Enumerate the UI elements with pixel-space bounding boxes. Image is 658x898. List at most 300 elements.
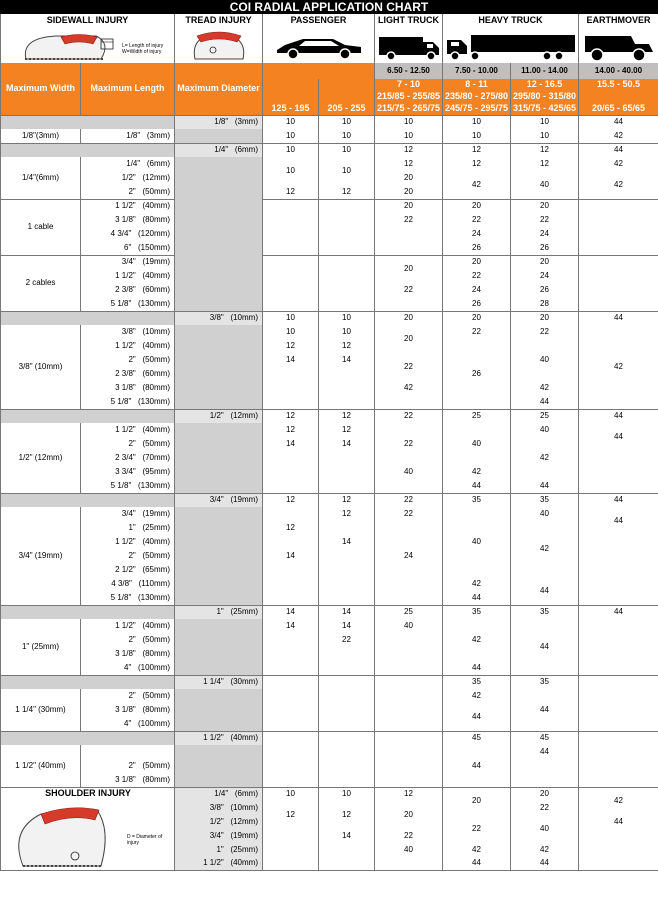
empty-cell: [80, 745, 174, 759]
cell: 14: [318, 437, 374, 451]
col-header-line: 235/80 - 275/80: [442, 91, 510, 103]
diameter-label: 1/4" (6mm): [174, 143, 262, 157]
width-label: 3/8" (10mm): [0, 325, 80, 409]
chart-title: COI RADIAL APPLICATION CHART: [0, 0, 658, 14]
cell: 20: [442, 311, 510, 325]
cell: 40: [510, 171, 578, 199]
cell: 44: [510, 689, 578, 731]
cell: 44: [578, 115, 658, 129]
empty-cell: [318, 367, 374, 409]
diameter-fill: [174, 157, 262, 199]
length-legend: L= Length of injury: [122, 43, 164, 49]
length-label: 3 1/8" (80mm): [80, 213, 174, 227]
heavy-truck-size-band-2: 11.00 - 14.00: [510, 63, 578, 79]
cell: 12: [318, 423, 374, 437]
cell: 12: [510, 157, 578, 171]
diameter-label: 1" (25mm): [174, 843, 262, 857]
tread-row-fill: [0, 605, 174, 619]
cell: 22: [374, 213, 442, 227]
empty-cell: [374, 395, 442, 409]
length-label: 2" (50mm): [80, 185, 174, 199]
cell: 44: [510, 479, 578, 493]
cell: 45: [510, 731, 578, 745]
cell: 42: [442, 619, 510, 661]
cell: 14: [318, 521, 374, 563]
cell: 10: [510, 129, 578, 143]
col-header-line: 12 - 16.5: [510, 79, 578, 91]
passenger-col-2-header: 205 - 255: [318, 103, 374, 115]
empty-cell: [374, 479, 442, 493]
cell: 10: [262, 129, 318, 143]
diameter-fill: [174, 255, 262, 311]
cell: 24: [374, 549, 442, 563]
cell: 12: [442, 143, 510, 157]
width-label: 1/2" (12mm): [0, 423, 80, 493]
cell: 40: [510, 815, 578, 843]
length-label: 1 1/2" (40mm): [80, 199, 174, 213]
cell: 12: [374, 157, 442, 171]
diameter-label: 3/8" (10mm): [174, 801, 262, 815]
length-label: 1 1/2" (40mm): [80, 339, 174, 353]
cell: 44: [442, 661, 510, 675]
cell: 25: [510, 409, 578, 423]
diameter-label: 1/4" (6mm): [174, 787, 262, 801]
cell: 20: [374, 801, 442, 829]
light-truck-icon: [374, 28, 442, 63]
cell: 28: [510, 297, 578, 311]
length-label: 4" (100mm): [80, 661, 174, 675]
cell: 10: [262, 115, 318, 129]
empty-cell: [262, 731, 318, 787]
cell: 10: [510, 115, 578, 129]
shoulder-injury-panel: [0, 787, 174, 871]
cell: 42: [442, 171, 510, 199]
cell: 20: [374, 199, 442, 213]
cell: 44: [510, 745, 578, 759]
length-label: 2" (50mm): [80, 353, 174, 367]
cell: 10: [442, 129, 510, 143]
cell: 10: [374, 129, 442, 143]
cell: 12: [318, 339, 374, 353]
diameter-label: 1/8" (3mm): [174, 115, 262, 129]
cell: 24: [510, 269, 578, 283]
empty-cell: [318, 843, 374, 871]
cell: 10: [262, 311, 318, 325]
length-label: 4 3/4" (120mm): [80, 227, 174, 241]
cell: 12: [262, 423, 318, 437]
length-label: 4" (100mm): [80, 717, 174, 731]
diameter-fill: [174, 129, 262, 143]
cell: 44: [578, 507, 658, 535]
cell: 22: [510, 325, 578, 339]
cell: 44: [442, 857, 510, 871]
cell: 42: [578, 129, 658, 143]
application-table: [0, 14, 658, 898]
width-label: 2 cables: [0, 255, 80, 311]
cell: 35: [510, 675, 578, 689]
cell: 44: [442, 479, 510, 493]
cell: 35: [510, 605, 578, 619]
width-label: 3/4" (19mm): [0, 507, 80, 605]
cell: 12: [262, 185, 318, 199]
cell: 14: [318, 829, 374, 843]
cell: 14: [318, 619, 374, 633]
length-label: 5 1/8" (130mm): [80, 591, 174, 605]
heavy-truck-size-band-1: 7.50 - 10.00: [442, 63, 510, 79]
light-truck-header: LIGHT TRUCK: [374, 14, 442, 28]
cell: 14: [318, 605, 374, 619]
width-label: 1 1/2" (40mm): [0, 745, 80, 787]
cell: 12: [318, 507, 374, 521]
cell: 10: [318, 115, 374, 129]
cell: 14: [262, 549, 318, 563]
cell: 20: [510, 311, 578, 325]
cell: 44: [578, 493, 658, 507]
cell: 10: [318, 157, 374, 185]
diameter-fill: [174, 199, 262, 255]
cell: 42: [442, 465, 510, 479]
earth-header-line: 20/65 - 65/65: [578, 103, 658, 115]
cell: 12: [262, 493, 318, 507]
cell: 44: [578, 409, 658, 423]
orange-fill: [262, 79, 318, 103]
cell: 10: [262, 157, 318, 185]
length-label: 3/8" (10mm): [80, 325, 174, 339]
cell: 26: [510, 241, 578, 255]
cell: 44: [510, 395, 578, 409]
cell: 22: [374, 423, 442, 465]
cell: 10: [374, 115, 442, 129]
empty-cell: [262, 633, 318, 675]
length-label: 2" (50mm): [80, 549, 174, 563]
width-label: 1/4"(6mm): [0, 157, 80, 199]
length-label: 1 1/2" (40mm): [80, 269, 174, 283]
cell: 42: [578, 171, 658, 199]
length-label: 5 1/8" (130mm): [80, 479, 174, 493]
cell: 20: [374, 171, 442, 185]
cell: 10: [318, 129, 374, 143]
tread-illustration: [174, 28, 262, 63]
passenger-car-icon: [262, 28, 374, 63]
cell: 20: [374, 311, 442, 325]
diameter-label: 1/2" (12mm): [174, 409, 262, 423]
empty-cell: [578, 619, 658, 675]
cell: 40: [374, 843, 442, 857]
cell: 20: [374, 255, 442, 283]
empty-cell: [578, 535, 658, 605]
tread-row-fill: [0, 115, 174, 129]
cell: 44: [578, 605, 658, 619]
empty-cell: [374, 731, 442, 787]
width-label: 1/8"(3mm): [0, 129, 80, 143]
diameter-fill: [174, 507, 262, 605]
empty-cell: [318, 563, 374, 605]
cell: 26: [442, 241, 510, 255]
cell: 42: [442, 843, 510, 857]
cell: 12: [510, 143, 578, 157]
col-header-line: 295/80 - 315/80: [510, 91, 578, 103]
cell: 14: [262, 437, 318, 451]
shoulder-injury-header: SHOULDER INJURY: [45, 788, 131, 799]
cell: 10: [262, 143, 318, 157]
tread-row-fill: [0, 493, 174, 507]
cell: 12: [374, 787, 442, 801]
cell: 12: [262, 507, 318, 549]
cell: 12: [318, 493, 374, 507]
cell: 22: [374, 493, 442, 507]
length-label: 6" (150mm): [80, 241, 174, 255]
length-label: 1/8" (3mm): [80, 129, 174, 143]
diameter-label: 1" (25mm): [174, 605, 262, 619]
empty-cell: [374, 297, 442, 311]
cell: 25: [374, 605, 442, 619]
empty-cell: [374, 633, 442, 675]
empty-cell: [374, 675, 442, 731]
length-label: 1 1/2" (40mm): [80, 423, 174, 437]
length-label: 3/4" (19mm): [80, 507, 174, 521]
cell: 20: [442, 787, 510, 815]
cell: 42: [578, 325, 658, 409]
diameter-fill: [174, 423, 262, 493]
empty-cell: [318, 451, 374, 493]
cell: 22: [374, 283, 442, 297]
cell: 20: [374, 185, 442, 199]
col-header-line: 8 - 11: [442, 79, 510, 91]
cell: 12: [262, 801, 318, 829]
tread-injury-header: TREAD INJURY: [174, 14, 262, 28]
empty-cell: [262, 451, 318, 493]
length-label: 1/4" (6mm): [80, 157, 174, 171]
cell: 44: [578, 815, 658, 829]
heavy-truck-icon: [442, 28, 578, 63]
empty-cell: [578, 829, 658, 871]
length-label: 1" (25mm): [80, 521, 174, 535]
cell: 45: [442, 731, 510, 745]
cell: 40: [442, 507, 510, 577]
empty-cell: [318, 255, 374, 311]
cell: 22: [442, 213, 510, 227]
length-label: 4 3/8" (110mm): [80, 577, 174, 591]
cell: 44: [578, 143, 658, 157]
cell: 44: [510, 619, 578, 675]
col-header-line: 315/75 - 425/65: [510, 103, 578, 115]
width-legend: W=Width of injury: [122, 49, 162, 55]
earthmover-size-band: 14.00 - 40.00: [578, 63, 658, 79]
cell: 44: [578, 311, 658, 325]
cell: 24: [510, 227, 578, 241]
length-label: 3 1/8" (80mm): [80, 703, 174, 717]
cell: 10: [262, 787, 318, 801]
cell: 24: [442, 283, 510, 297]
sidewall-injury-header: SIDEWALL INJURY: [0, 14, 174, 28]
cell: 40: [442, 423, 510, 465]
empty-cell: [578, 451, 658, 493]
length-label: 2 3/8" (60mm): [80, 283, 174, 297]
cell: 24: [442, 227, 510, 241]
cell: 14: [262, 353, 318, 367]
empty-cell: [262, 255, 318, 311]
empty-cell: [510, 759, 578, 787]
length-label: 2 3/4" (70mm): [80, 451, 174, 465]
cell: 12: [262, 339, 318, 353]
cell: 22: [374, 353, 442, 381]
cell: 10: [318, 311, 374, 325]
length-label: 3 3/4" (95mm): [80, 465, 174, 479]
light-truck-size-band: 6.50 - 12.50: [374, 63, 442, 79]
diameter-fill: [174, 745, 262, 787]
cell: 35: [442, 493, 510, 507]
cell: 10: [318, 325, 374, 339]
width-label: 1 cable: [0, 199, 80, 255]
cell: 10: [318, 143, 374, 157]
cell: 20: [510, 255, 578, 269]
cell: 42: [374, 381, 442, 395]
cell: 20: [510, 199, 578, 213]
empty-cell: [318, 675, 374, 731]
cell: 44: [510, 577, 578, 605]
diameter-label: 3/4" (19mm): [174, 493, 262, 507]
tread-row-fill: [0, 311, 174, 325]
cell: 42: [510, 521, 578, 577]
cell: 44: [510, 857, 578, 871]
empty-cell: [262, 675, 318, 731]
length-label: 5 1/8" (130mm): [80, 395, 174, 409]
diameter-label: 3/8" (10mm): [174, 311, 262, 325]
length-label: 3/4" (19mm): [80, 255, 174, 269]
empty-cell: [374, 563, 442, 605]
cell: 20: [442, 199, 510, 213]
empty-cell: [318, 647, 374, 675]
cell: 22: [374, 829, 442, 843]
cell: 20: [510, 787, 578, 801]
length-label: 2" (50mm): [80, 633, 174, 647]
cell: 12: [318, 801, 374, 829]
cell: 22: [510, 213, 578, 227]
length-label: 3 1/8" (80mm): [80, 773, 174, 787]
cell: 40: [374, 465, 442, 479]
diameter-fill: [174, 619, 262, 675]
cell: 42: [442, 577, 510, 591]
cell: 42: [578, 787, 658, 815]
orange-fill: [318, 79, 374, 103]
length-label: 5 1/8" (130mm): [80, 297, 174, 311]
empty-cell: [374, 521, 442, 549]
empty-cell: [262, 563, 318, 605]
length-label: 1 1/2" (40mm): [80, 535, 174, 549]
empty-cell: [578, 675, 658, 731]
cell: 12: [318, 409, 374, 423]
earthmover-header: EARTHMOVER: [578, 14, 658, 28]
orange-fill: [578, 91, 658, 103]
cell: 22: [318, 633, 374, 647]
width-label: 1 1/4" (30mm): [0, 689, 80, 731]
empty-cell: [262, 367, 318, 409]
cell: 22: [442, 269, 510, 283]
length-label: 2" (50mm): [80, 689, 174, 703]
col-header-line: 245/75 - 295/75: [442, 103, 510, 115]
cell: 44: [578, 423, 658, 451]
length-label: 2" (50mm): [80, 759, 174, 773]
cell: 35: [510, 493, 578, 507]
max-length-header: Maximum Length: [80, 63, 174, 115]
diameter-label: 1/2" (12mm): [174, 815, 262, 829]
empty-cell: [374, 227, 442, 255]
col-header-line: 215/85 - 255/85: [374, 91, 442, 103]
cell: 40: [510, 423, 578, 437]
cell: 44: [442, 745, 510, 787]
cell: 22: [374, 409, 442, 423]
earth-header-line: 15.5 - 50.5: [578, 79, 658, 91]
cell: 22: [442, 815, 510, 843]
max-width-header: Maximum Width: [0, 63, 80, 115]
cell: 40: [510, 339, 578, 381]
cell: 12: [374, 143, 442, 157]
cell: 40: [510, 507, 578, 521]
earthmover-icon: [578, 28, 658, 63]
cell: 10: [442, 115, 510, 129]
cell: 14: [318, 353, 374, 367]
cell: 26: [442, 339, 510, 409]
tread-row-fill: [0, 675, 174, 689]
cell: 44: [442, 703, 510, 731]
cell: 22: [442, 325, 510, 339]
empty-cell: [262, 829, 318, 871]
diameter-fill: [174, 325, 262, 409]
cell: 10: [262, 325, 318, 339]
empty-cell: [578, 255, 658, 311]
cell: 10: [318, 787, 374, 801]
cell: 22: [510, 801, 578, 815]
diameter-legend: D = Diameter of injury: [127, 834, 163, 846]
diameter-label: 1 1/4" (30mm): [174, 675, 262, 689]
diameter-fill: [174, 689, 262, 731]
col-header-line: 215/75 - 265/75: [374, 103, 442, 115]
cell: 22: [374, 507, 442, 521]
passenger-band-blank: [262, 63, 374, 79]
length-label: 1 1/2" (40mm): [80, 619, 174, 633]
cell: 40: [374, 619, 442, 633]
passenger-col-1-header: 125 - 195: [262, 103, 318, 115]
empty-cell: [578, 199, 658, 255]
tread-row-fill: [0, 731, 174, 745]
cell: 42: [442, 689, 510, 703]
length-label: 2 1/2" (65mm): [80, 563, 174, 577]
cell: 14: [262, 619, 318, 633]
sidewall-illustration: [0, 28, 174, 63]
diameter-label: 3/4" (19mm): [174, 829, 262, 843]
cell: 42: [578, 157, 658, 171]
empty-cell: [262, 199, 318, 255]
cell: 25: [442, 409, 510, 423]
tread-row-fill: [0, 143, 174, 157]
diameter-label: 1 1/2" (40mm): [174, 857, 262, 871]
cell: 42: [510, 437, 578, 479]
empty-cell: [374, 857, 442, 871]
empty-cell: [318, 199, 374, 255]
cell: 14: [262, 605, 318, 619]
cell: 12: [318, 185, 374, 199]
cell: 42: [510, 381, 578, 395]
cell: 26: [442, 297, 510, 311]
length-label: 2 3/8" (60mm): [80, 367, 174, 381]
heavy-truck-header: HEAVY TRUCK: [442, 14, 578, 28]
cell: 20: [442, 255, 510, 269]
cell: 42: [510, 843, 578, 857]
length-label: 3 1/8" (80mm): [80, 381, 174, 395]
cell: 44: [442, 591, 510, 605]
diameter-label: 1 1/2" (40mm): [174, 731, 262, 745]
cell: 20: [374, 325, 442, 353]
